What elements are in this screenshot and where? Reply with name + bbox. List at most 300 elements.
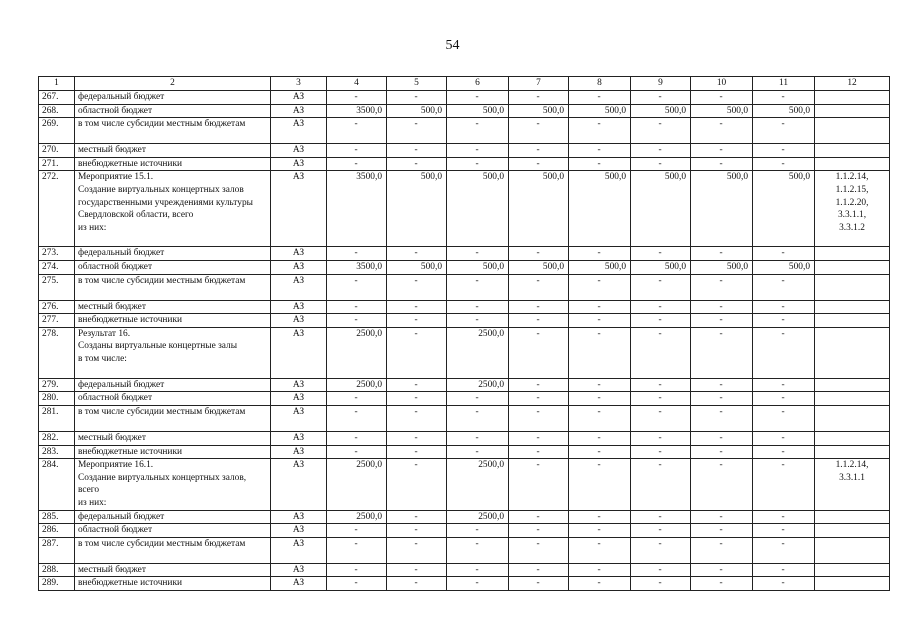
- value-cell: -: [387, 431, 447, 445]
- value-cell: -: [631, 563, 691, 577]
- row-number-cell: 270.: [39, 144, 75, 158]
- value-cell: -: [327, 445, 387, 459]
- value-cell: 2500,0: [327, 510, 387, 524]
- value-cell: -: [327, 91, 387, 105]
- code-cell: АЗ: [271, 537, 327, 563]
- value-cell: -: [387, 459, 447, 510]
- value-cell: -: [327, 118, 387, 144]
- value-cell: -: [631, 118, 691, 144]
- value-cell: -: [327, 274, 387, 300]
- code-cell: АЗ: [271, 91, 327, 105]
- value-cell: -: [509, 247, 569, 261]
- value-cell: -: [509, 459, 569, 510]
- code-cell: АЗ: [271, 431, 327, 445]
- table-row: [39, 247, 890, 261]
- value-cell: -: [569, 378, 631, 392]
- value-cell: -: [387, 300, 447, 314]
- column-header: 8: [569, 77, 631, 91]
- target-ref-cell: [815, 537, 890, 563]
- code-cell: АЗ: [271, 445, 327, 459]
- code-cell: АЗ: [271, 405, 327, 431]
- value-cell: -: [691, 405, 753, 431]
- row-number-cell: 283.: [39, 445, 75, 459]
- value-cell: -: [753, 157, 815, 171]
- value-cell: -: [691, 157, 753, 171]
- target-ref-cell: [815, 300, 890, 314]
- value-cell: 500,0: [691, 171, 753, 247]
- target-ref-cell: [815, 405, 890, 431]
- value-cell: -: [509, 157, 569, 171]
- value-cell: -: [387, 405, 447, 431]
- value-cell: 500,0: [569, 104, 631, 118]
- table-row: [39, 510, 890, 524]
- value-cell: -: [631, 157, 691, 171]
- value-cell: -: [569, 314, 631, 328]
- row-name-cell: местный бюджет: [75, 144, 271, 158]
- table-row: [39, 157, 890, 171]
- value-cell: -: [447, 314, 509, 328]
- value-cell: -: [327, 392, 387, 406]
- value-cell: -: [691, 314, 753, 328]
- row-name-cell: Мероприятие 15.1. Создание виртуальных концертных залов государственными учреждениями культуры Свердловской области, всего из них:: [75, 171, 271, 247]
- value-cell: -: [753, 327, 815, 378]
- code-cell: АЗ: [271, 260, 327, 274]
- table-row: [39, 171, 890, 247]
- target-ref-cell: [815, 524, 890, 538]
- value-cell: 500,0: [631, 260, 691, 274]
- value-cell: -: [509, 537, 569, 563]
- table-row: [39, 327, 890, 378]
- row-name-cell: местный бюджет: [75, 563, 271, 577]
- target-ref-cell: [815, 314, 890, 328]
- column-header: 7: [509, 77, 569, 91]
- value-cell: -: [509, 118, 569, 144]
- value-cell: -: [691, 459, 753, 510]
- row-name-cell: местный бюджет: [75, 431, 271, 445]
- value-cell: -: [387, 144, 447, 158]
- value-cell: -: [691, 378, 753, 392]
- value-cell: -: [753, 91, 815, 105]
- target-ref-cell: [815, 157, 890, 171]
- value-cell: -: [569, 157, 631, 171]
- row-number-cell: 276.: [39, 300, 75, 314]
- value-cell: -: [631, 378, 691, 392]
- value-cell: -: [691, 577, 753, 591]
- value-cell: -: [447, 537, 509, 563]
- value-cell: -: [447, 144, 509, 158]
- value-cell: -: [691, 247, 753, 261]
- value-cell: -: [327, 247, 387, 261]
- value-cell: -: [387, 274, 447, 300]
- value-cell: -: [447, 91, 509, 105]
- value-cell: -: [327, 144, 387, 158]
- table-row: [39, 524, 890, 538]
- code-cell: АЗ: [271, 314, 327, 328]
- value-cell: -: [387, 445, 447, 459]
- value-cell: -: [631, 314, 691, 328]
- code-cell: АЗ: [271, 524, 327, 538]
- value-cell: 2500,0: [327, 378, 387, 392]
- value-cell: -: [691, 524, 753, 538]
- table-row: [39, 104, 890, 118]
- value-cell: -: [753, 247, 815, 261]
- value-cell: -: [447, 563, 509, 577]
- table-row: [39, 392, 890, 406]
- code-cell: АЗ: [271, 300, 327, 314]
- value-cell: 2500,0: [327, 327, 387, 378]
- value-cell: -: [387, 524, 447, 538]
- value-cell: -: [447, 247, 509, 261]
- column-header: 9: [631, 77, 691, 91]
- value-cell: -: [569, 510, 631, 524]
- table-row: [39, 91, 890, 105]
- table-row: [39, 431, 890, 445]
- value-cell: -: [387, 157, 447, 171]
- value-cell: 500,0: [753, 104, 815, 118]
- target-ref-cell: [815, 260, 890, 274]
- value-cell: -: [387, 577, 447, 591]
- value-cell: -: [631, 405, 691, 431]
- target-ref-cell: [815, 510, 890, 524]
- value-cell: -: [387, 537, 447, 563]
- value-cell: -: [753, 431, 815, 445]
- code-cell: АЗ: [271, 327, 327, 378]
- row-number-cell: 281.: [39, 405, 75, 431]
- column-header: 1: [39, 77, 75, 91]
- target-ref-cell: [815, 563, 890, 577]
- row-name-cell: федеральный бюджет: [75, 510, 271, 524]
- value-cell: -: [753, 537, 815, 563]
- value-cell: -: [631, 445, 691, 459]
- value-cell: 2500,0: [447, 327, 509, 378]
- value-cell: -: [569, 459, 631, 510]
- row-number-cell: 267.: [39, 91, 75, 105]
- value-cell: -: [387, 510, 447, 524]
- value-cell: -: [387, 327, 447, 378]
- value-cell: -: [631, 524, 691, 538]
- value-cell: -: [631, 537, 691, 563]
- value-cell: -: [447, 274, 509, 300]
- row-name-cell: в том числе субсидии местным бюджетам: [75, 405, 271, 431]
- value-cell: -: [753, 445, 815, 459]
- value-cell: -: [509, 327, 569, 378]
- value-cell: 500,0: [631, 171, 691, 247]
- value-cell: 2500,0: [327, 459, 387, 510]
- row-name-cell: внебюджетные источники: [75, 445, 271, 459]
- row-number-cell: 284.: [39, 459, 75, 510]
- value-cell: -: [509, 577, 569, 591]
- value-cell: -: [509, 431, 569, 445]
- column-header: 2: [75, 77, 271, 91]
- value-cell: -: [447, 431, 509, 445]
- code-cell: АЗ: [271, 510, 327, 524]
- value-cell: -: [569, 577, 631, 591]
- table-row: [39, 118, 890, 144]
- value-cell: -: [691, 537, 753, 563]
- header-row: [39, 77, 890, 91]
- value-cell: -: [753, 378, 815, 392]
- value-cell: -: [509, 274, 569, 300]
- value-cell: 500,0: [387, 260, 447, 274]
- column-header: 3: [271, 77, 327, 91]
- table-row: [39, 378, 890, 392]
- budget-table: [38, 76, 890, 591]
- row-number-cell: 275.: [39, 274, 75, 300]
- table-row: [39, 537, 890, 563]
- value-cell: -: [631, 144, 691, 158]
- value-cell: -: [631, 459, 691, 510]
- value-cell: -: [447, 577, 509, 591]
- value-cell: -: [387, 563, 447, 577]
- value-cell: -: [569, 445, 631, 459]
- target-ref-cell: [815, 118, 890, 144]
- table-row: [39, 274, 890, 300]
- value-cell: 500,0: [387, 104, 447, 118]
- value-cell: -: [509, 524, 569, 538]
- row-name-cell: Результат 16. Созданы виртуальные концертные залы в том числе:: [75, 327, 271, 378]
- value-cell: -: [753, 118, 815, 144]
- target-ref-cell: 1.1.2.14, 3.3.1.1: [815, 459, 890, 510]
- row-name-cell: областной бюджет: [75, 104, 271, 118]
- value-cell: -: [631, 577, 691, 591]
- column-header: 5: [387, 77, 447, 91]
- column-header: 10: [691, 77, 753, 91]
- value-cell: -: [691, 563, 753, 577]
- row-number-cell: 287.: [39, 537, 75, 563]
- row-name-cell: федеральный бюджет: [75, 91, 271, 105]
- value-cell: 2500,0: [447, 378, 509, 392]
- value-cell: -: [569, 563, 631, 577]
- value-cell: -: [509, 392, 569, 406]
- value-cell: 2500,0: [447, 459, 509, 510]
- target-ref-cell: [815, 274, 890, 300]
- value-cell: -: [327, 524, 387, 538]
- value-cell: -: [327, 431, 387, 445]
- row-number-cell: 274.: [39, 260, 75, 274]
- row-name-cell: внебюджетные источники: [75, 157, 271, 171]
- value-cell: -: [509, 144, 569, 158]
- value-cell: -: [569, 300, 631, 314]
- value-cell: -: [509, 510, 569, 524]
- row-number-cell: 269.: [39, 118, 75, 144]
- row-name-cell: в том числе субсидии местным бюджетам: [75, 118, 271, 144]
- value-cell: -: [569, 524, 631, 538]
- value-cell: 500,0: [447, 260, 509, 274]
- row-name-cell: внебюджетные источники: [75, 314, 271, 328]
- value-cell: -: [387, 392, 447, 406]
- value-cell: -: [691, 392, 753, 406]
- target-ref-cell: [815, 378, 890, 392]
- value-cell: -: [631, 510, 691, 524]
- value-cell: -: [447, 445, 509, 459]
- target-ref-cell: [815, 392, 890, 406]
- row-number-cell: 271.: [39, 157, 75, 171]
- value-cell: -: [569, 247, 631, 261]
- table-row: [39, 459, 890, 510]
- row-name-cell: областной бюджет: [75, 392, 271, 406]
- value-cell: 500,0: [509, 260, 569, 274]
- value-cell: -: [691, 118, 753, 144]
- row-number-cell: 289.: [39, 577, 75, 591]
- row-name-cell: внебюджетные источники: [75, 577, 271, 591]
- row-number-cell: 288.: [39, 563, 75, 577]
- value-cell: -: [509, 91, 569, 105]
- value-cell: -: [569, 537, 631, 563]
- value-cell: -: [753, 144, 815, 158]
- value-cell: 500,0: [691, 104, 753, 118]
- code-cell: АЗ: [271, 274, 327, 300]
- value-cell: -: [691, 144, 753, 158]
- value-cell: -: [691, 431, 753, 445]
- value-cell: -: [631, 327, 691, 378]
- column-header: 4: [327, 77, 387, 91]
- value-cell: -: [753, 510, 815, 524]
- row-number-cell: 279.: [39, 378, 75, 392]
- value-cell: -: [569, 91, 631, 105]
- target-ref-cell: [815, 247, 890, 261]
- value-cell: -: [327, 157, 387, 171]
- value-cell: -: [569, 118, 631, 144]
- table-row: [39, 314, 890, 328]
- value-cell: -: [447, 524, 509, 538]
- table-row: [39, 260, 890, 274]
- code-cell: АЗ: [271, 392, 327, 406]
- value-cell: 500,0: [447, 104, 509, 118]
- value-cell: -: [631, 274, 691, 300]
- value-cell: -: [447, 405, 509, 431]
- value-cell: -: [753, 392, 815, 406]
- value-cell: -: [631, 431, 691, 445]
- value-cell: -: [509, 300, 569, 314]
- value-cell: 500,0: [387, 171, 447, 247]
- code-cell: АЗ: [271, 577, 327, 591]
- value-cell: -: [569, 392, 631, 406]
- value-cell: 500,0: [509, 104, 569, 118]
- value-cell: -: [691, 327, 753, 378]
- value-cell: -: [691, 274, 753, 300]
- value-cell: -: [509, 378, 569, 392]
- value-cell: -: [631, 392, 691, 406]
- table-row: [39, 144, 890, 158]
- value-cell: -: [387, 91, 447, 105]
- row-name-cell: федеральный бюджет: [75, 247, 271, 261]
- value-cell: -: [569, 405, 631, 431]
- target-ref-cell: [815, 144, 890, 158]
- value-cell: 500,0: [509, 171, 569, 247]
- value-cell: -: [753, 459, 815, 510]
- value-cell: -: [569, 274, 631, 300]
- row-name-cell: в том числе субсидии местным бюджетам: [75, 537, 271, 563]
- value-cell: -: [753, 274, 815, 300]
- value-cell: 500,0: [447, 171, 509, 247]
- row-number-cell: 277.: [39, 314, 75, 328]
- row-number-cell: 282.: [39, 431, 75, 445]
- value-cell: 500,0: [753, 260, 815, 274]
- code-cell: АЗ: [271, 144, 327, 158]
- target-ref-cell: [815, 431, 890, 445]
- code-cell: АЗ: [271, 378, 327, 392]
- value-cell: -: [753, 524, 815, 538]
- value-cell: 3500,0: [327, 260, 387, 274]
- value-cell: -: [447, 157, 509, 171]
- row-number-cell: 268.: [39, 104, 75, 118]
- row-name-cell: федеральный бюджет: [75, 378, 271, 392]
- value-cell: -: [753, 314, 815, 328]
- value-cell: -: [753, 405, 815, 431]
- row-number-cell: 273.: [39, 247, 75, 261]
- page-number: 54: [445, 38, 460, 53]
- code-cell: АЗ: [271, 563, 327, 577]
- value-cell: 2500,0: [447, 510, 509, 524]
- value-cell: -: [387, 118, 447, 144]
- row-name-cell: областной бюджет: [75, 524, 271, 538]
- code-cell: АЗ: [271, 157, 327, 171]
- code-cell: АЗ: [271, 104, 327, 118]
- value-cell: -: [509, 314, 569, 328]
- table-row: [39, 300, 890, 314]
- value-cell: -: [447, 392, 509, 406]
- row-name-cell: областной бюджет: [75, 260, 271, 274]
- value-cell: -: [691, 510, 753, 524]
- target-ref-cell: [815, 104, 890, 118]
- value-cell: -: [631, 300, 691, 314]
- value-cell: -: [327, 300, 387, 314]
- target-ref-cell: [815, 445, 890, 459]
- value-cell: 500,0: [753, 171, 815, 247]
- value-cell: -: [509, 445, 569, 459]
- value-cell: 500,0: [569, 171, 631, 247]
- value-cell: -: [569, 327, 631, 378]
- value-cell: 3500,0: [327, 171, 387, 247]
- column-header: 11: [753, 77, 815, 91]
- value-cell: -: [509, 563, 569, 577]
- value-cell: -: [569, 431, 631, 445]
- table-row: [39, 445, 890, 459]
- value-cell: -: [327, 537, 387, 563]
- value-cell: -: [691, 91, 753, 105]
- column-header: 12: [815, 77, 890, 91]
- value-cell: -: [569, 144, 631, 158]
- value-cell: -: [753, 563, 815, 577]
- table-row: [39, 563, 890, 577]
- table-row: [39, 577, 890, 591]
- code-cell: АЗ: [271, 459, 327, 510]
- value-cell: -: [387, 247, 447, 261]
- row-name-cell: местный бюджет: [75, 300, 271, 314]
- value-cell: 500,0: [631, 104, 691, 118]
- value-cell: -: [753, 300, 815, 314]
- value-cell: -: [327, 405, 387, 431]
- row-number-cell: 286.: [39, 524, 75, 538]
- column-header: 6: [447, 77, 509, 91]
- value-cell: -: [327, 314, 387, 328]
- row-number-cell: 272.: [39, 171, 75, 247]
- value-cell: -: [387, 378, 447, 392]
- row-name-cell: в том числе субсидии местным бюджетам: [75, 274, 271, 300]
- target-ref-cell: [815, 327, 890, 378]
- value-cell: -: [327, 563, 387, 577]
- row-number-cell: 285.: [39, 510, 75, 524]
- value-cell: 3500,0: [327, 104, 387, 118]
- row-number-cell: 280.: [39, 392, 75, 406]
- value-cell: -: [631, 91, 691, 105]
- table-body: [39, 77, 890, 591]
- target-ref-cell: [815, 91, 890, 105]
- value-cell: -: [387, 314, 447, 328]
- target-ref-cell: [815, 577, 890, 591]
- code-cell: АЗ: [271, 247, 327, 261]
- row-number-cell: 278.: [39, 327, 75, 378]
